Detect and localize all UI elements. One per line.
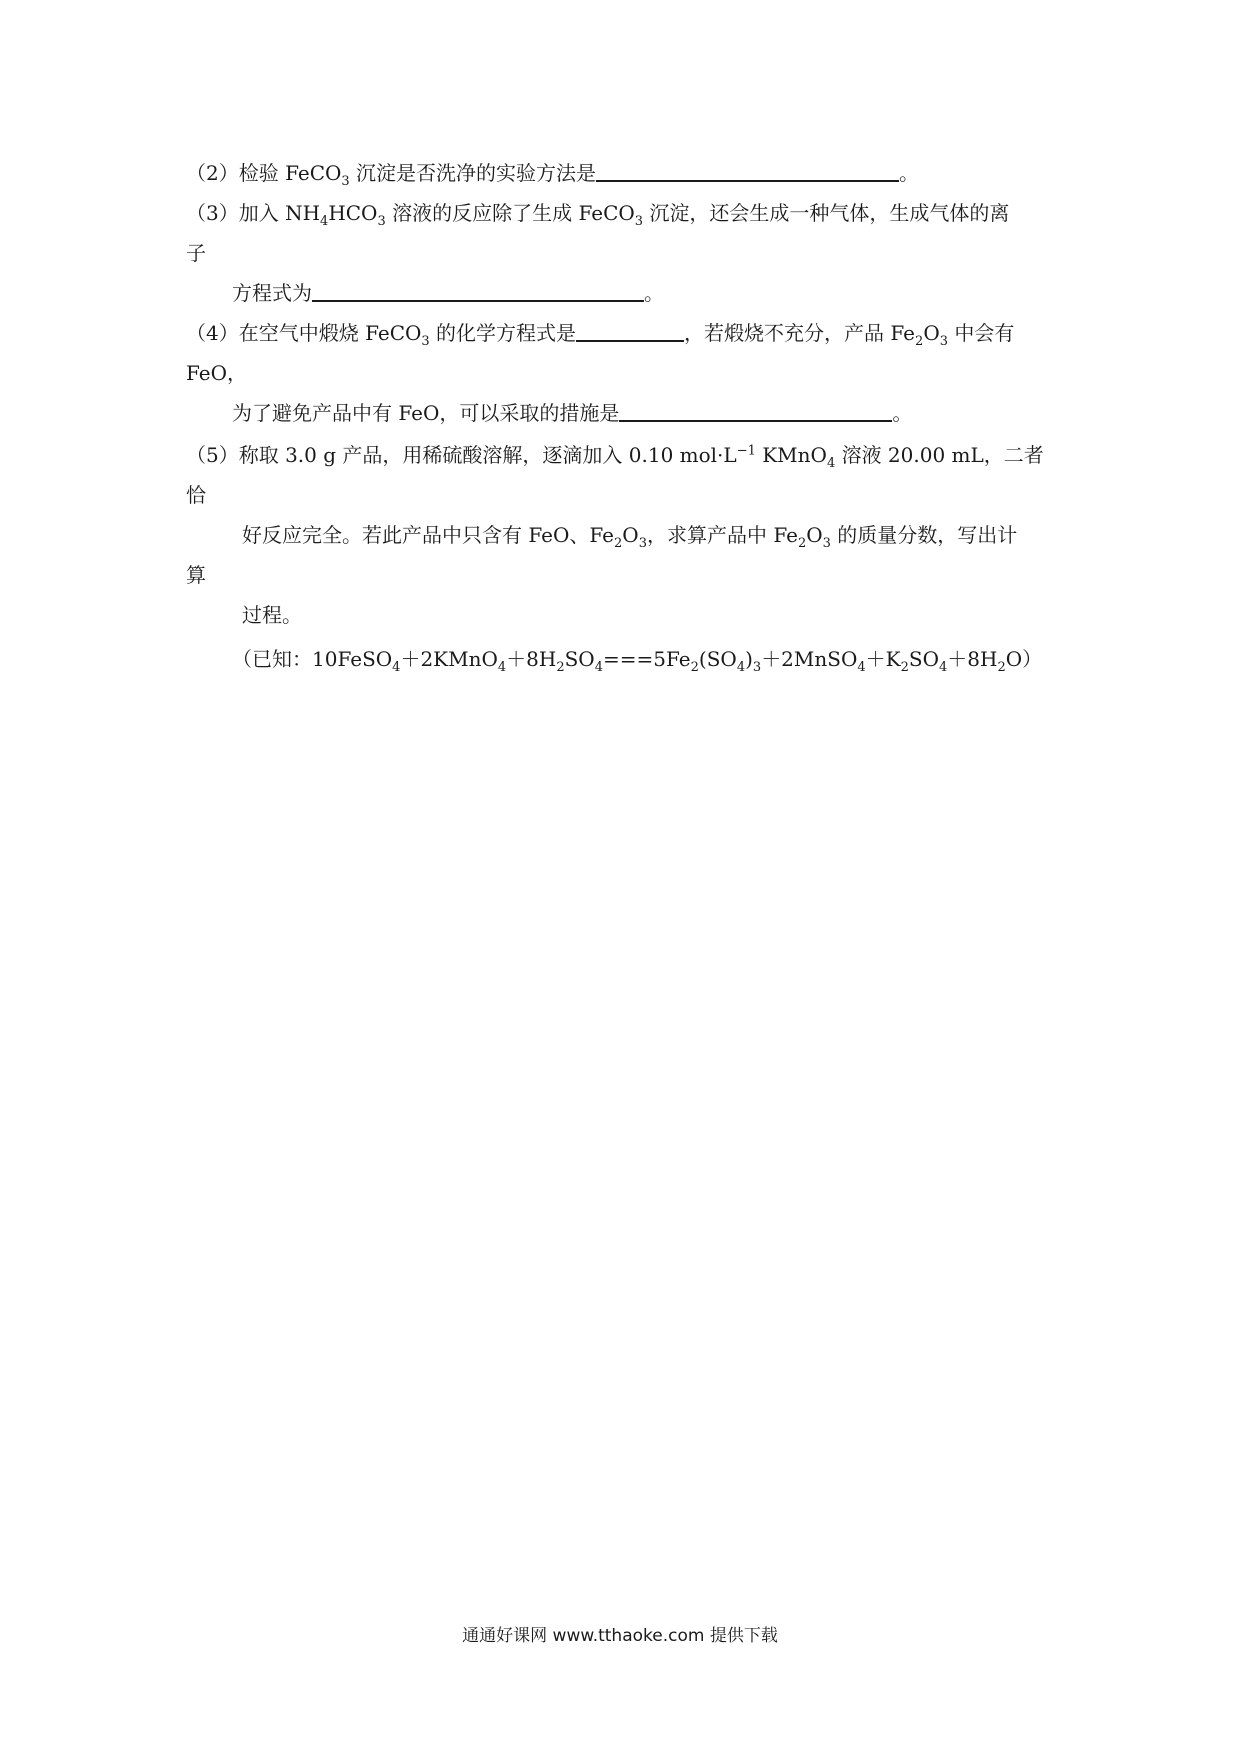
q4-mid2: ，若煅烧不充分，产品 Fe — [684, 321, 916, 345]
q5-mid1: KMnO — [755, 443, 827, 467]
q4-mid3: O — [923, 321, 940, 345]
q4-text: 中会有 — [948, 321, 1015, 345]
q4-sub3: 3 — [939, 334, 948, 349]
question-5-line2 — [242, 522, 1018, 551]
known-sub: 4 — [857, 660, 866, 675]
known-sub: 2 — [690, 660, 699, 675]
question-5-wrap2: 算 — [186, 563, 206, 587]
known-sub: 2 — [556, 660, 565, 675]
q4-equation-blank[interactable] — [576, 320, 684, 342]
q4-suffix: 。 — [892, 401, 913, 425]
question-5-known-equation — [232, 646, 1043, 675]
known-sub: 4 — [736, 660, 746, 675]
q5-line2-pre: 好反应完全。若此产品中只含有 FeO、Fe — [242, 523, 614, 547]
q4-sub1: 3 — [421, 334, 430, 349]
question-5-line3: 过程。 — [242, 603, 302, 627]
question-3-line2 — [232, 280, 664, 306]
known-pre: （已知：10FeSO — [232, 647, 393, 671]
question-4-wrap: FeO， — [186, 361, 248, 385]
q5-line2-sub2: 3 — [638, 536, 647, 551]
known-sub: 4 — [939, 660, 948, 675]
known-text: ) — [745, 647, 753, 671]
known-text: ===5Fe — [603, 647, 691, 671]
q3-sub2: 3 — [377, 214, 386, 229]
known-sub: 4 — [392, 660, 401, 675]
q2-answer-blank[interactable] — [596, 160, 899, 182]
page-footer: 通通好课网 www.tthaoke.com 提供下载 — [462, 1626, 778, 1646]
q3-mid1: HCO — [328, 201, 378, 225]
q4-line2-text: 为了避免产品中有 FeO，可以采取的措施是 — [232, 401, 620, 425]
known-sub: 3 — [752, 660, 762, 675]
known-sub: 4 — [594, 660, 603, 675]
question-4-line2 — [232, 400, 912, 426]
q2-sub: 3 — [341, 174, 350, 189]
q4-prefix: （4）在空气中煅烧 FeCO — [186, 321, 422, 345]
q5-line2-sub1: 2 — [614, 536, 623, 551]
q3-text: 沉淀，还会生成一种气体，生成气体的离 — [643, 201, 1010, 225]
known-text: SO — [908, 647, 939, 671]
question-5-line — [186, 442, 1044, 471]
known-text: SO — [564, 647, 595, 671]
q5-sub1: 4 — [826, 456, 836, 471]
q5-line2-mid3: O — [806, 523, 823, 547]
q5-line2-sub3: 2 — [797, 536, 807, 551]
q3-sub3: 3 — [634, 214, 644, 229]
known-text: O） — [1005, 647, 1043, 671]
known-text: (SO — [698, 647, 737, 671]
known-sub: 2 — [997, 660, 1006, 675]
q5-line2-sub4: 3 — [822, 536, 831, 551]
known-text: ＋8H — [506, 647, 557, 671]
q4-sub2: 2 — [915, 334, 924, 349]
q5-text: 溶液 20.00 mL，二者 — [835, 443, 1044, 467]
q3-suffix: 。 — [644, 281, 664, 305]
q4-mid1: 的化学方程式是 — [429, 321, 577, 345]
q5-sup1: −1 — [736, 443, 756, 459]
q5-line2-text: 的质量分数，写出计 — [830, 523, 1018, 547]
question-3-wrap: 子 — [186, 241, 206, 265]
question-4-line — [186, 320, 1015, 349]
q3-prefix: （3）加入 NH — [186, 201, 321, 225]
known-text: ＋K — [865, 647, 901, 671]
known-text: ＋2KMnO — [400, 647, 498, 671]
q3-sub1: 4 — [320, 214, 329, 229]
question-3-line — [186, 200, 1010, 229]
known-sub: 4 — [497, 660, 507, 675]
q2-text: 沉淀是否洗净的实验方法是 — [349, 161, 597, 185]
question-2-line — [186, 160, 920, 189]
q5-prefix: （5）称取 3.0 g 产品，用稀硫酸溶解，逐滴加入 0.10 mol·L — [186, 443, 737, 467]
known-sub: 2 — [900, 660, 909, 675]
q3-mid2: 溶液的反应除了生成 FeCO — [385, 201, 635, 225]
q4-measure-blank[interactable] — [619, 400, 892, 422]
q2-prefix: （2）检验 FeCO — [186, 161, 342, 185]
q5-line2-mid1: O — [622, 523, 639, 547]
question-5-wrap: 恰 — [186, 483, 206, 507]
q2-suffix: 。 — [899, 161, 920, 185]
q5-line2-mid2: ，求算产品中 Fe — [646, 523, 798, 547]
q3-answer-blank[interactable] — [312, 280, 644, 302]
known-text: ＋2MnSO — [761, 647, 858, 671]
known-text: ＋8H — [947, 647, 998, 671]
q3-line2-text: 方程式为 — [232, 281, 312, 305]
